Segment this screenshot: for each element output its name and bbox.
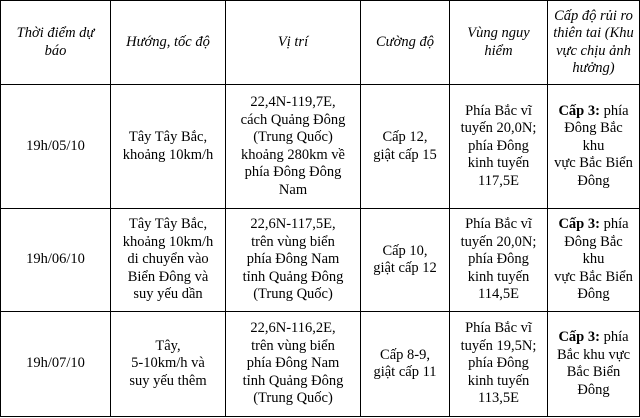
header-direction: Hướng, tốc độ bbox=[111, 1, 226, 85]
cell-direction: Tây Tây Bắc, khoảng 10km/h bbox=[111, 85, 226, 209]
header-intensity: Cường độ bbox=[361, 1, 450, 85]
cell-direction: Tây Tây Bắc, khoảng 10km/h di chuyển vào Biển Đông và suy yếu dần bbox=[111, 209, 226, 312]
cell-time: 19h/07/10 bbox=[1, 312, 111, 417]
cell-risk: Cấp 3: phía Đông Bắc khu vực Bắc Biển Đông bbox=[548, 209, 640, 312]
risk-level-label: Cấp 3: bbox=[558, 329, 600, 345]
cell-intensity: Cấp 8-9, giật cấp 11 bbox=[361, 312, 450, 417]
cell-danger-zone: Phía Bắc vĩ tuyến 20,0N; phía Đông kinh tuyến 117,5E bbox=[450, 85, 548, 209]
header-risk-level: Cấp độ rủi ro thiên tai (Khu vực chịu ảnh hưởng) bbox=[548, 1, 640, 85]
cell-position: 22,4N-119,7E, cách Quảng Đông (Trung Quốc) khoảng 280km về phía Đông Đông Nam bbox=[226, 85, 361, 209]
cell-direction: Tây, 5-10km/h và suy yếu thêm bbox=[111, 312, 226, 417]
header-danger-zone: Vùng nguy hiểm bbox=[450, 1, 548, 85]
cell-intensity: Cấp 12, giật cấp 15 bbox=[361, 85, 450, 209]
cell-time: 19h/06/10 bbox=[1, 209, 111, 312]
cell-time: 19h/05/10 bbox=[1, 85, 111, 209]
cell-position: 22,6N-117,5E, trên vùng biển phía Đông Nam tỉnh Quảng Đông (Trung Quốc) bbox=[226, 209, 361, 312]
table-row bbox=[1, 85, 640, 209]
cell-danger-zone: Phía Bắc vĩ tuyến 20,0N; phía Đông kinh tuyến 114,5E bbox=[450, 209, 548, 312]
cell-position: 22,6N-116,2E, trên vùng biển phía Đông Nam tỉnh Quảng Đông (Trung Quốc) bbox=[226, 312, 361, 417]
table-row bbox=[1, 209, 640, 312]
table-row bbox=[1, 312, 640, 417]
cell-danger-zone: Phía Bắc vĩ tuyến 19,5N; phía Đông kinh tuyến 113,5E bbox=[450, 312, 548, 417]
cell-intensity: Cấp 10, giật cấp 12 bbox=[361, 209, 450, 312]
risk-level-label: Cấp 3: bbox=[558, 216, 600, 233]
cell-risk: Cấp 3: phía Đông Bắc khu vực Bắc Biển Đông bbox=[548, 85, 640, 209]
header-row bbox=[1, 1, 640, 85]
header-position: Vị trí bbox=[226, 1, 361, 85]
risk-level-label: Cấp 3: bbox=[558, 102, 600, 119]
cell-risk: Cấp 3: phía Bắc khu vực Bắc Biển Đông bbox=[548, 312, 640, 417]
header-time: Thời điểm dự báo bbox=[1, 1, 111, 85]
